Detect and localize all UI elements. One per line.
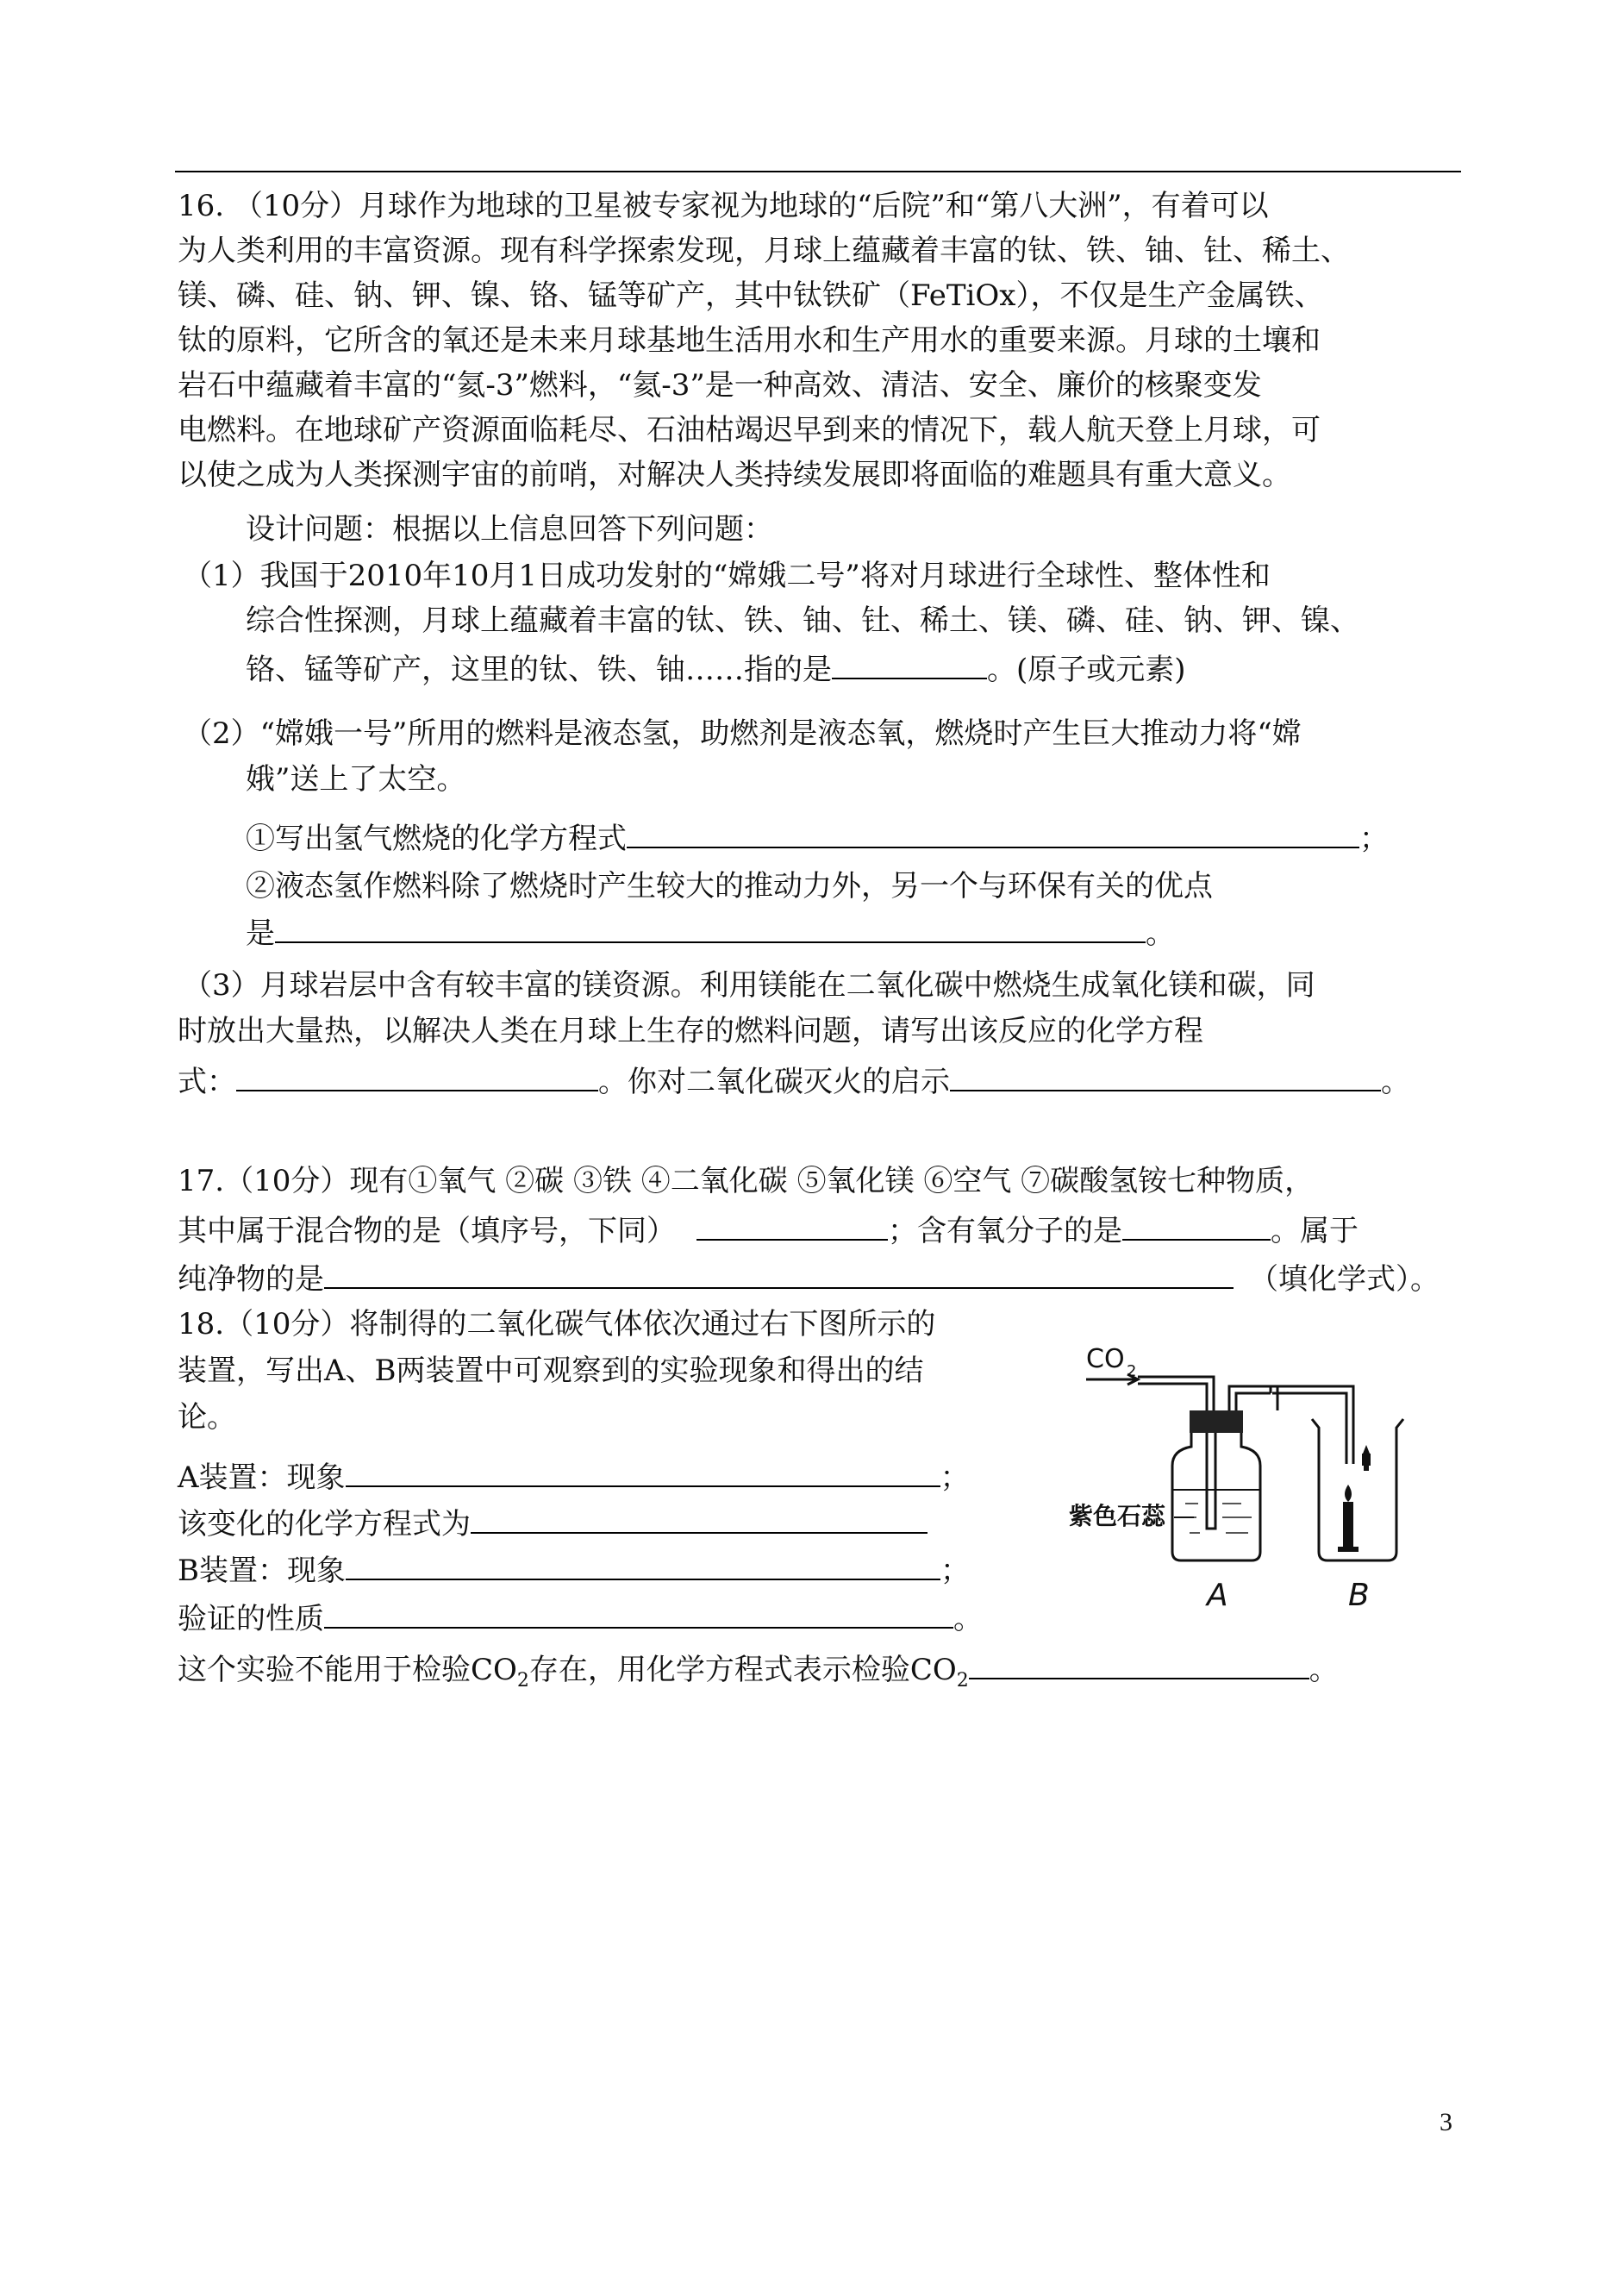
answer-blank-device-a-equation[interactable] [471,1503,928,1534]
q16-sub1-text: ①写出氢气燃烧的化学方程式 [246,822,627,856]
q18-line-3: 论。 [178,1400,236,1435]
answer-blank-co2-test-equation[interactable] [969,1648,1309,1679]
answer-blank-hydrogen-equation[interactable] [627,817,1359,848]
q18-last-line [178,1648,1339,1690]
q16-part2-sub2: ②液态氢作燃料除了燃烧时产生较大的推动力外，另一个与环保有关的优点 [246,869,1213,904]
q17-line-1: 17.（10分）现有①氧气 ②碳 ③铁 ④二氧化碳 ⑤氧化镁 ⑥空气 ⑦碳酸氢铵七种物质， [178,1164,1315,1198]
q16-line-2: 为人类利用的丰富资源。现有科学探索发现，月球上蕴藏着丰富的钛、铁、铀、钍、稀土、 [178,234,1350,268]
answer-blank-magnesium-equation[interactable] [236,1060,598,1091]
upper-candle-stand [1364,1466,1369,1471]
q16-part2-line-1: （2）“嫦娥一号”所用的燃料是液态氢，助燃剂是液态氧，燃烧时产生巨大推动力将“嫦 [183,716,1302,751]
q16-part2-sub1 [246,817,1389,859]
q18-line-1: 18.（10分）将制得的二氧化碳气体依次通过右下图所示的 [178,1307,936,1341]
q16-line-5: 岩石中蕴藏着丰富的“氦-3”燃料，“氦-3”是一种高效、清洁、安全、廉价的核聚变发 [178,368,1262,403]
q18-last-text-a: 这个实验不能用于检验CO [178,1653,517,1687]
lower-candle [1343,1502,1353,1548]
q16-part1-line-1: （1）我国于2010年10月1日成功发射的“嫦娥二号”将对月球进行全球性、整体性和 [183,559,1271,593]
answer-blank-device-b-phenomenon[interactable] [346,1549,940,1580]
q17-mixture-prompt: 其中属于混合物的是（填序号，下同） [178,1214,676,1248]
q16-part3-line-3 [178,1060,1410,1102]
q16-part1-line-2: 综合性探测，月球上蕴藏着丰富的钛、铁、铀、钍、稀土、镁、磷、硅、钠、钾、镍、 [246,603,1359,638]
q18-last-end: 。 [1309,1653,1339,1687]
q16-sub2-end: 。 [1146,916,1175,951]
q18-last-sub-1: 2 [516,1669,529,1692]
q18-property [178,1598,983,1639]
lower-flame-icon [1345,1485,1352,1502]
answer-blank-environment-advantage[interactable] [275,912,1146,943]
q18-property-label: 验证的性质 [178,1602,324,1636]
q16-sub2-cont-text: 是 [246,916,275,951]
lower-candle-stand [1338,1547,1359,1552]
q16-line-6: 电燃料。在地球矿产资源面临耗尽、石油枯竭迟早到来的情况下，载人航天登上月球，可 [178,413,1321,447]
q16-line-4: 钛的原料，它所含的氧还是未来月球基地生活用水和生产用水的重要来源。月球的土壤和 [178,323,1321,358]
q16-part1-text: 铬、锰等矿产，这里的钛、铁、铀……指的是 [246,653,832,687]
q16-part3-line-1: （3）月球岩层中含有较丰富的镁资源。利用镁能在二氧化碳中燃烧生成氧化镁和碳，同 [183,968,1315,1003]
connecting-tube-inner [1272,1393,1346,1464]
q16-line-1: 16. （10分）月球作为地球的卫星被专家视为地球的“后院”和“第八大洲”，有着可以 [178,189,1269,223]
beaker-b [1312,1419,1403,1560]
q16-part2-line-2: 娥”送上了太空。 [246,762,466,797]
co2-apparatus-figure [1069,1326,1431,1636]
q17-formula-hint: （填化学式）。 [1249,1262,1440,1297]
q18-line-2: 装置，写出A、B两装置中可观察到的实验现象和得出的结 [178,1354,924,1388]
inlet-tube-inner [1138,1384,1207,1412]
co2-label-subscript: 2 [1127,1362,1137,1380]
answer-blank-device-a-phenomenon[interactable] [346,1456,940,1487]
q16-line-3: 镁、磷、硅、钠、钾、镍、铬、锰等矿产，其中钛铁矿（FeTiOx），不仅是生产金属铁、 [178,278,1324,313]
q16-part3-end: 。 [1381,1065,1410,1099]
connecting-tube [1271,1386,1353,1464]
answer-blank-oxygen-molecules[interactable] [1122,1210,1271,1241]
q18-last-text-b: 存在，用化学方程式表示检验CO [528,1653,957,1687]
co2-label: CO [1086,1344,1125,1374]
q17-oxygen-molecule-prompt: ；含有氧分子的是 [888,1214,1122,1248]
q17-line-3 [178,1258,1440,1299]
q16-part1-line-3 [246,648,1186,690]
header-rule [175,171,1461,172]
answer-blank-mixtures[interactable] [696,1210,888,1241]
q18-device-a-end: ； [940,1460,970,1495]
label-b: B [1348,1578,1370,1613]
q16-line-7: 以使之成为人类探测宇宙的前哨，对解决人类持续发展即将面临的难题具有重大意义。 [178,458,1291,492]
upper-candle [1362,1454,1371,1466]
q16-part1-hint: 。(原子或元素) [987,653,1186,687]
answer-blank-fire-extinguishing-insight[interactable] [950,1060,1381,1091]
q16-part3-line-2: 时放出大量热，以解决人类在月球上生存的燃料问题，请写出该反应的化学方程 [178,1014,1203,1048]
answer-blank-verified-property[interactable] [324,1598,953,1629]
q18-equation [178,1503,928,1544]
q18-last-sub-2: 2 [956,1669,969,1692]
q18-device-a-label: A装置：现象 [178,1460,346,1495]
inlet-tube [1138,1377,1214,1412]
design-prompt: 设计问题：根据以上信息回答下列问题： [246,512,773,547]
q17-pure-prompt: 纯净物的是 [178,1262,324,1297]
q18-equation-label: 该变化的化学方程式为 [178,1507,471,1541]
connecting-tube-left-inner [1236,1393,1271,1410]
litmus-label: 紫色石蕊 [1069,1502,1166,1530]
q16-part2-sub2-cont [246,912,1175,954]
q17-belong-prompt: 。属于 [1271,1214,1359,1248]
answer-blank-atom-or-element[interactable] [832,648,987,679]
label-a: A [1207,1578,1228,1613]
answer-blank-pure-substances[interactable] [324,1258,1234,1289]
bottle-a-stopper [1190,1410,1243,1433]
upper-flame-icon [1363,1445,1370,1454]
q18-device-a [178,1456,970,1498]
q18-property-end: 。 [953,1602,983,1636]
q18-device-b-label: B装置：现象 [178,1554,346,1588]
q16-part3-mid: 。你对二氧化碳灭火的启示 [598,1065,950,1099]
q16-part3-start: 式： [178,1065,236,1099]
q18-device-b [178,1549,970,1591]
q17-line-2 [178,1210,1359,1251]
q16-sub1-end: ； [1359,822,1389,856]
page-number: 3 [1440,2108,1452,2136]
q18-device-b-end: ； [940,1554,970,1588]
